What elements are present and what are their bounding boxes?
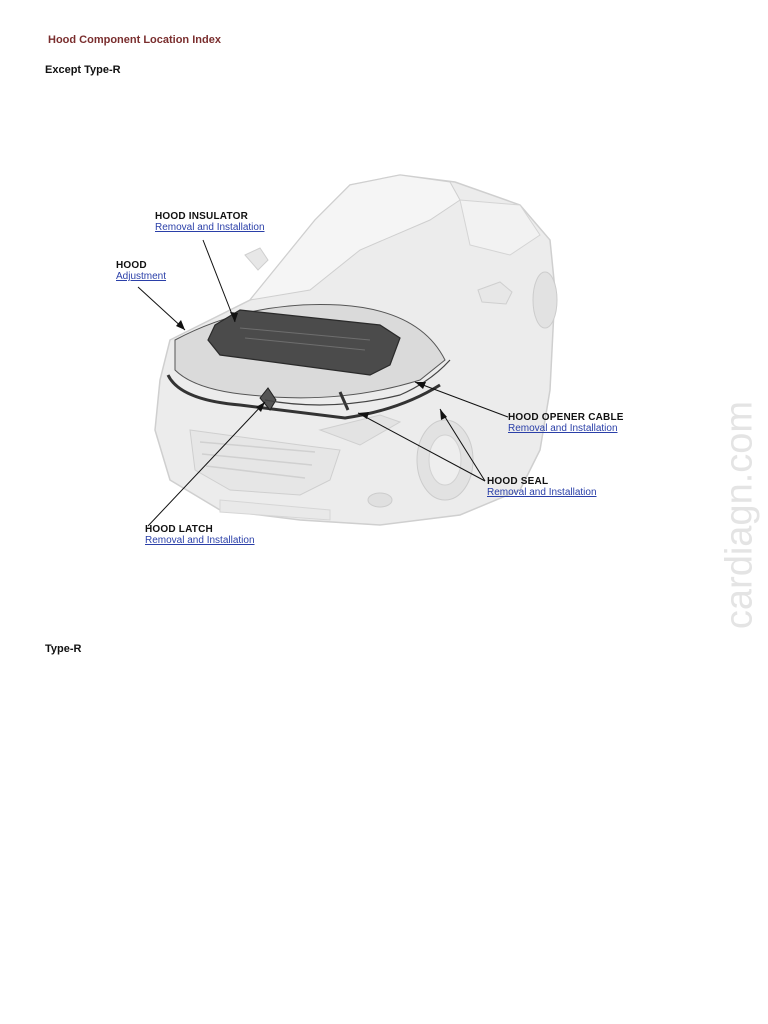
hood-insulator-label: HOOD INSULATOR — [155, 211, 248, 222]
callout-hood-opener-cable — [508, 412, 624, 434]
callout-hood-seal — [487, 476, 597, 498]
hood-opener-cable-link[interactable]: Removal and Installation — [508, 423, 618, 434]
watermark — [700, 380, 768, 650]
hood-insulator-link[interactable]: Removal and Installation — [155, 222, 265, 233]
callout-hood-insulator — [155, 211, 265, 233]
hood-latch-label: HOOD LATCH — [145, 524, 213, 535]
callout-hood-latch — [145, 524, 255, 546]
hood-opener-cable-label: HOOD OPENER CABLE — [508, 412, 624, 423]
hood-label: HOOD — [116, 260, 147, 271]
page-title: Hood Component Location Index — [48, 34, 221, 46]
hood-seal-label: HOOD SEAL — [487, 476, 549, 487]
section-heading-except-type-r: Except Type-R — [45, 64, 121, 76]
watermark-text: cardiagn.com — [718, 400, 761, 630]
hood-component-diagram — [100, 160, 640, 560]
hood-seal-link[interactable]: Removal and Installation — [487, 487, 597, 498]
section-heading-type-r: Type-R — [45, 643, 82, 655]
callout-hood — [116, 260, 166, 282]
hood-adjustment-link[interactable]: Adjustment — [116, 271, 167, 282]
hood-latch-link[interactable]: Removal and Installation — [145, 535, 255, 546]
